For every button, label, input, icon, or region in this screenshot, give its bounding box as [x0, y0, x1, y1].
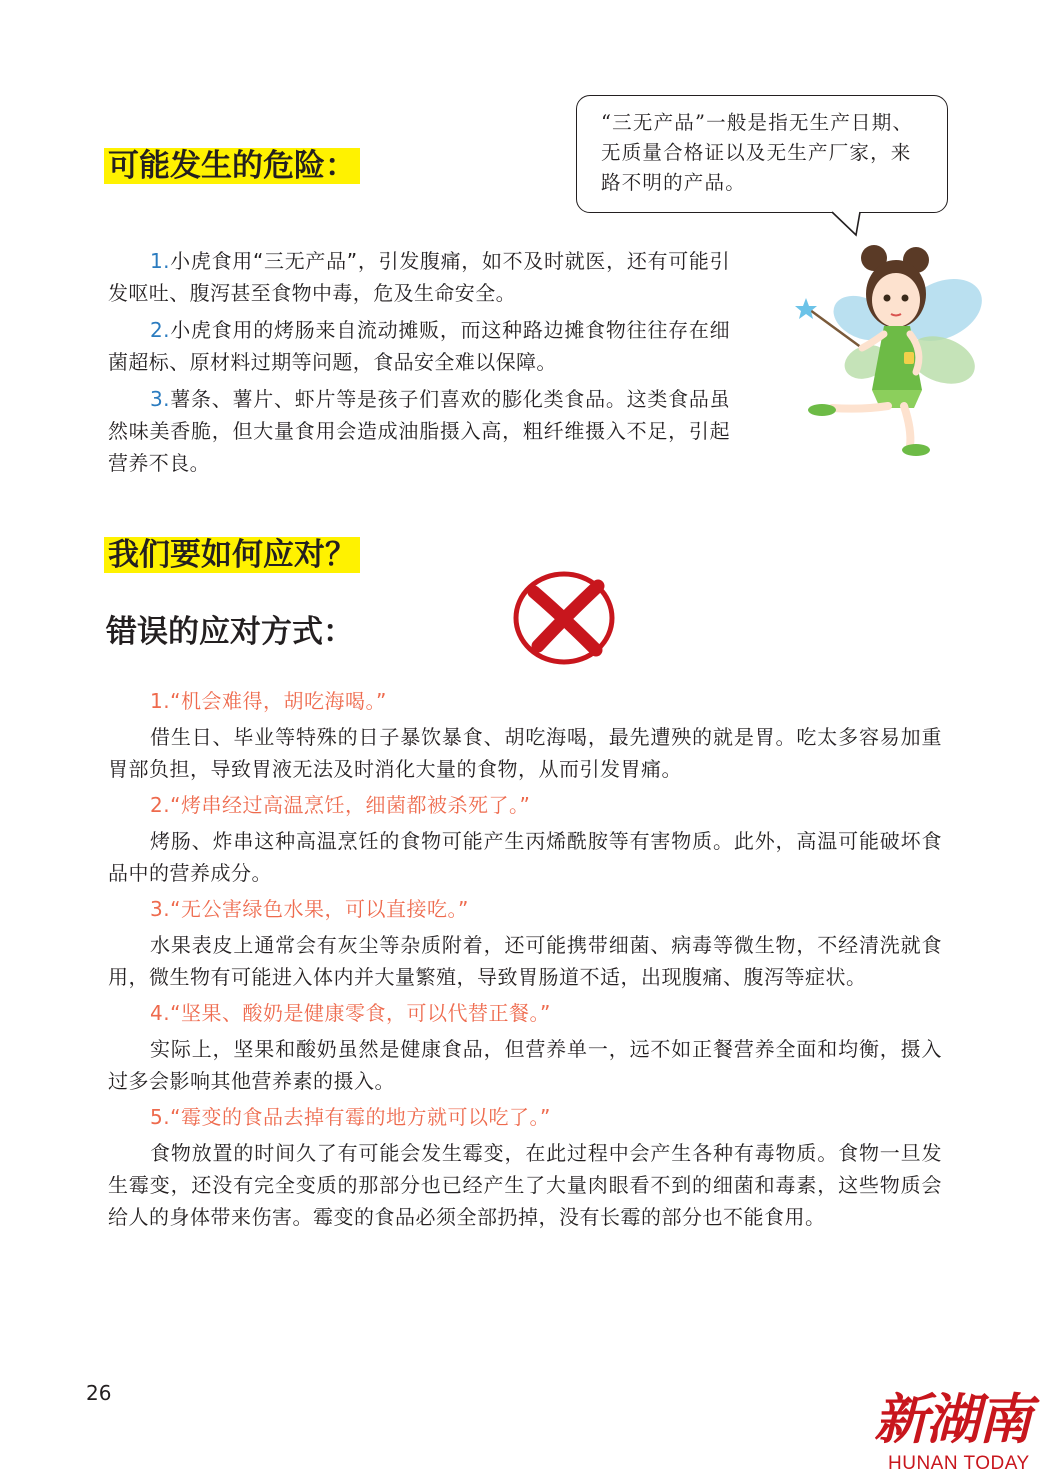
logo-chinese: 新湖南	[874, 1387, 1030, 1451]
speech-bubble	[576, 95, 948, 213]
item-text: 薯条、薯片、虾片等是孩子们喜欢的膨化类食品。这类食品虽然味美香脆，但大量食用会造成油脂摄入高，粗纤维摄入不足，引起营养不良。	[108, 387, 730, 475]
wrong-item-body: 借生日、毕业等特殊的日子暴饮暴食、胡吃海喝，最先遭殃的就是胃。吃太多容易加重胃部负担，导致胃液无法及时消化大量的食物，从而引发胃痛。	[108, 725, 942, 781]
wrong-item-body: 烤肠、炸串这种高温烹饪的食物可能产生丙烯酰胺等有害物质。此外，高温可能破坏食品中的营养成分。	[108, 829, 942, 885]
wrong-item-title: 3.“无公害绿色水果，可以直接吃。”	[150, 897, 469, 921]
cross-icon	[510, 568, 618, 668]
wrong-list	[108, 685, 942, 1237]
wrong-item-title: 4.“坚果、酸奶是健康零食，可以代替正餐。”	[150, 1001, 551, 1025]
item-number: 1.	[150, 249, 170, 273]
danger-list	[108, 245, 730, 484]
logo-english: HUNAN TODAY	[888, 1453, 1030, 1474]
item-number: 2.	[150, 318, 170, 342]
danger-item	[108, 383, 730, 479]
page-number: 26	[86, 1381, 112, 1405]
danger-heading: 可能发生的危险：	[104, 146, 360, 186]
danger-item	[108, 245, 730, 309]
item-number: 3.	[150, 387, 170, 411]
danger-item	[108, 314, 730, 378]
wrong-item-title: 2.“烤串经过高温烹饪，细菌都被杀死了。”	[150, 793, 531, 817]
wrong-heading: 错误的应对方式：	[106, 614, 354, 650]
respond-heading: 我们要如何应对？	[104, 535, 360, 575]
wrong-item-body: 食物放置的时间久了有可能会发生霉变，在此过程中会产生各种有毒物质。食物一旦发生霉变，还没有完全变质的那部分也已经产生了大量肉眼看不到的细菌和毒素，这些物质会给人的身体带来伤害。霉变的食品必须全部扔掉，没有长霉的部分也不能食用。	[108, 1141, 942, 1229]
wrong-item-body: 实际上，坚果和酸奶虽然是健康食品，但营养单一，远不如正餐营养全面和均衡，摄入过多会影响其他营养素的摄入。	[108, 1037, 942, 1093]
fairy-illustration	[792, 240, 992, 462]
bubble-tail-icon	[830, 211, 870, 237]
wrong-item-title: 5.“霉变的食品去掉有霉的地方就可以吃了。”	[150, 1105, 551, 1129]
wrong-item-body: 水果表皮上通常会有灰尘等杂质附着，还可能携带细菌、病毒等微生物，不经清洗就食用，微生物有可能进入体内并大量繁殖，导致胃肠道不适，出现腹痛、腹泻等症状。	[108, 933, 942, 989]
item-text: 小虎食用“三无产品”，引发腹痛，如不及时就医，还有可能引发呕吐、腹泻甚至食物中毒，危及生命安全。	[108, 249, 730, 305]
wrong-item-title: 1.“机会难得，胡吃海喝。”	[150, 689, 387, 713]
item-text: 小虎食用的烤肠来自流动摊贩，而这种路边摊食物往往存在细菌超标、原材料过期等问题，食品安全难以保障。	[108, 318, 730, 374]
bubble-text: “三无产品”一般是指无生产日期、无质量合格证以及无生产厂家，来路不明的产品。	[601, 111, 914, 194]
